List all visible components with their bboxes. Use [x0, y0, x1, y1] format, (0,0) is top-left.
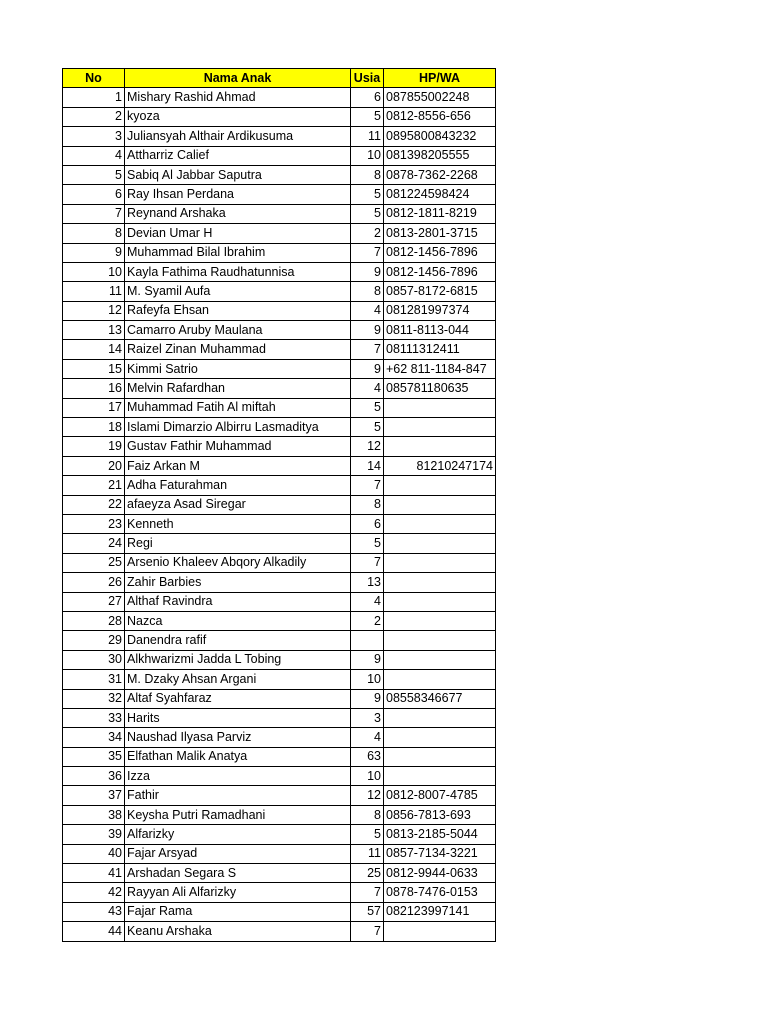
cell-phone[interactable]: 0857-7134-3221 [384, 844, 496, 863]
cell-no[interactable]: 13 [63, 321, 125, 340]
cell-phone[interactable]: 08558346677 [384, 689, 496, 708]
table-row [63, 398, 496, 417]
cell-age[interactable]: 6 [351, 88, 384, 107]
cell-no[interactable]: 5 [63, 165, 125, 184]
cell-age[interactable]: 7 [351, 476, 384, 495]
cell-name[interactable]: Melvin Rafardhan [125, 379, 351, 398]
cell-name[interactable]: Arsenio Khaleev Abqory Alkadily [125, 553, 351, 572]
cell-name[interactable]: Arshadan Segara S [125, 864, 351, 883]
cell-age[interactable]: 8 [351, 805, 384, 824]
cell-name[interactable]: Kimmi Satrio [125, 359, 351, 378]
cell-age[interactable]: 5 [351, 398, 384, 417]
cell-age[interactable]: 9 [351, 321, 384, 340]
cell-name[interactable]: Gustav Fathir Muhammad [125, 437, 351, 456]
cell-no[interactable]: 7 [63, 204, 125, 223]
cell-no[interactable]: 11 [63, 282, 125, 301]
cell-no[interactable]: 9 [63, 243, 125, 262]
cell-age[interactable]: 5 [351, 825, 384, 844]
cell-no[interactable]: 24 [63, 534, 125, 553]
cell-age[interactable]: 9 [351, 689, 384, 708]
cell-no[interactable]: 33 [63, 708, 125, 727]
table-row [63, 922, 496, 941]
table-row [63, 282, 496, 301]
cell-no[interactable]: 42 [63, 883, 125, 902]
cell-age[interactable]: 7 [351, 243, 384, 262]
cell-no[interactable]: 41 [63, 864, 125, 883]
cell-age[interactable]: 10 [351, 767, 384, 786]
cell-age[interactable]: 8 [351, 495, 384, 514]
cell-phone[interactable]: 082123997141 [384, 902, 496, 921]
cell-phone[interactable]: 0878-7362-2268 [384, 165, 496, 184]
cell-name[interactable]: Rafeyfa Ehsan [125, 301, 351, 320]
cell-no[interactable]: 2 [63, 107, 125, 126]
cell-no[interactable]: 26 [63, 573, 125, 592]
cell-no[interactable]: 22 [63, 495, 125, 514]
cell-phone[interactable] [384, 495, 496, 514]
table-row [63, 476, 496, 495]
cell-phone[interactable] [384, 747, 496, 766]
table-row [63, 165, 496, 184]
table-row [63, 379, 496, 398]
table-row [63, 495, 496, 514]
cell-no[interactable]: 21 [63, 476, 125, 495]
table-row [63, 107, 496, 126]
cell-name[interactable]: Elfathan Malik Anatya [125, 747, 351, 766]
cell-name[interactable]: Rayyan Ali Alfarizky [125, 883, 351, 902]
cell-age[interactable]: 13 [351, 573, 384, 592]
cell-age[interactable]: 25 [351, 864, 384, 883]
cell-phone[interactable] [384, 398, 496, 417]
cell-phone[interactable]: 0812-1456-7896 [384, 262, 496, 281]
cell-age[interactable]: 7 [351, 883, 384, 902]
cell-name[interactable]: M. Syamil Aufa [125, 282, 351, 301]
cell-name[interactable]: Islami Dimarzio Albirru Lasmaditya [125, 418, 351, 437]
cell-age[interactable]: 5 [351, 204, 384, 223]
table-row [63, 825, 496, 844]
cell-age[interactable]: 14 [351, 456, 384, 475]
cell-no[interactable]: 3 [63, 127, 125, 146]
cell-name[interactable]: Izza [125, 767, 351, 786]
cell-name[interactable]: Muhammad Fatih Al miftah [125, 398, 351, 417]
table-row [63, 321, 496, 340]
cell-no[interactable]: 36 [63, 767, 125, 786]
cell-age[interactable]: 10 [351, 146, 384, 165]
cell-age[interactable]: 12 [351, 786, 384, 805]
cell-name[interactable]: Fajar Arsyad [125, 844, 351, 863]
cell-name[interactable]: Mishary Rashid Ahmad [125, 88, 351, 107]
cell-age[interactable]: 63 [351, 747, 384, 766]
table-row [63, 805, 496, 824]
cell-no[interactable]: 29 [63, 631, 125, 650]
cell-no[interactable]: 32 [63, 689, 125, 708]
cell-no[interactable]: 8 [63, 224, 125, 243]
table-row [63, 631, 496, 650]
table-row [63, 88, 496, 107]
cell-age[interactable]: 8 [351, 165, 384, 184]
cell-age[interactable]: 7 [351, 922, 384, 941]
cell-age[interactable]: 4 [351, 592, 384, 611]
cell-name[interactable]: Reynand Arshaka [125, 204, 351, 223]
cell-age[interactable]: 4 [351, 301, 384, 320]
cell-no[interactable]: 34 [63, 728, 125, 747]
cell-no[interactable]: 40 [63, 844, 125, 863]
cell-age[interactable]: 9 [351, 262, 384, 281]
table-row [63, 902, 496, 921]
header-age[interactable]: Usia [351, 69, 384, 88]
table-row [63, 650, 496, 669]
cell-age[interactable]: 7 [351, 340, 384, 359]
cell-phone[interactable]: 0812-9944-0633 [384, 864, 496, 883]
cell-name[interactable]: Attharriz Calief [125, 146, 351, 165]
table-row [63, 747, 496, 766]
cell-phone[interactable] [384, 670, 496, 689]
cell-phone[interactable]: 0812-8556-656 [384, 107, 496, 126]
cell-age[interactable]: 11 [351, 844, 384, 863]
cell-name[interactable]: Raizel Zinan Muhammad [125, 340, 351, 359]
table-row [63, 185, 496, 204]
cell-age[interactable]: 12 [351, 437, 384, 456]
table-row [63, 340, 496, 359]
table-row [63, 844, 496, 863]
cell-name[interactable]: Naushad Ilyasa Parviz [125, 728, 351, 747]
cell-name[interactable]: Altaf Syahfaraz [125, 689, 351, 708]
cell-phone[interactable] [384, 553, 496, 572]
cell-name[interactable]: Keanu Arshaka [125, 922, 351, 941]
table-row [63, 437, 496, 456]
cell-phone[interactable]: 0813-2185-5044 [384, 825, 496, 844]
cell-phone[interactable]: 0812-1456-7896 [384, 243, 496, 262]
cell-no[interactable]: 37 [63, 786, 125, 805]
cell-no[interactable]: 6 [63, 185, 125, 204]
cell-age[interactable]: 57 [351, 902, 384, 921]
cell-phone[interactable] [384, 767, 496, 786]
cell-phone[interactable]: 81210247174 [384, 456, 496, 475]
cell-name[interactable]: Faiz Arkan M [125, 456, 351, 475]
cell-age[interactable]: 4 [351, 728, 384, 747]
header-name[interactable]: Nama Anak [125, 69, 351, 88]
cell-phone[interactable]: +62 811-1184-847 [384, 359, 496, 378]
table-row [63, 146, 496, 165]
cell-phone[interactable]: 0811-8113-044 [384, 321, 496, 340]
cell-name[interactable]: afaeyza Asad Siregar [125, 495, 351, 514]
table-row [63, 262, 496, 281]
cell-no[interactable]: 43 [63, 902, 125, 921]
table-row [63, 611, 496, 630]
cell-name[interactable]: Devian Umar H [125, 224, 351, 243]
cell-name[interactable]: kyoza [125, 107, 351, 126]
cell-phone[interactable]: 0857-8172-6815 [384, 282, 496, 301]
cell-no[interactable]: 19 [63, 437, 125, 456]
table-row [63, 534, 496, 553]
cell-phone[interactable]: 081398205555 [384, 146, 496, 165]
cell-phone[interactable] [384, 922, 496, 941]
cell-name[interactable]: Ray Ihsan Perdana [125, 185, 351, 204]
cell-name[interactable]: Fathir [125, 786, 351, 805]
cell-no[interactable]: 16 [63, 379, 125, 398]
cell-phone[interactable]: 081281997374 [384, 301, 496, 320]
cell-no[interactable]: 31 [63, 670, 125, 689]
cell-age[interactable]: 9 [351, 650, 384, 669]
cell-no[interactable]: 30 [63, 650, 125, 669]
cell-name[interactable]: Camarro Aruby Maulana [125, 321, 351, 340]
cell-name[interactable]: Keysha Putri Ramadhani [125, 805, 351, 824]
cell-phone[interactable] [384, 534, 496, 553]
cell-phone[interactable]: 087855002248 [384, 88, 496, 107]
cell-name[interactable]: Alfarizky [125, 825, 351, 844]
cell-age[interactable]: 10 [351, 670, 384, 689]
cell-no[interactable]: 44 [63, 922, 125, 941]
cell-phone[interactable]: 0878-7476-0153 [384, 883, 496, 902]
cell-phone[interactable]: 0856-7813-693 [384, 805, 496, 824]
cell-name[interactable]: Muhammad Bilal Ibrahim [125, 243, 351, 262]
cell-phone[interactable] [384, 728, 496, 747]
cell-no[interactable]: 12 [63, 301, 125, 320]
table-row [63, 553, 496, 572]
cell-phone[interactable]: 0812-1811-8219 [384, 204, 496, 223]
table-row [63, 728, 496, 747]
cell-phone[interactable] [384, 650, 496, 669]
cell-no[interactable]: 38 [63, 805, 125, 824]
table-row [63, 301, 496, 320]
cell-no[interactable]: 39 [63, 825, 125, 844]
table-row [63, 670, 496, 689]
cell-age[interactable]: 2 [351, 224, 384, 243]
cell-name[interactable]: Danendra rafif [125, 631, 351, 650]
table-row [63, 359, 496, 378]
cell-age[interactable]: 7 [351, 553, 384, 572]
cell-name[interactable]: Juliansyah Althair Ardikusuma [125, 127, 351, 146]
table-row [63, 708, 496, 727]
table-row [63, 127, 496, 146]
table-row [63, 456, 496, 475]
cell-no[interactable]: 25 [63, 553, 125, 572]
table-row [63, 592, 496, 611]
cell-name[interactable]: Sabiq Al Jabbar Saputra [125, 165, 351, 184]
cell-name[interactable]: Alkhwarizmi Jadda L Tobing [125, 650, 351, 669]
table-row [63, 514, 496, 533]
table-row [63, 573, 496, 592]
cell-phone[interactable] [384, 631, 496, 650]
cell-phone[interactable]: 081224598424 [384, 185, 496, 204]
table-row [63, 767, 496, 786]
cell-no[interactable]: 18 [63, 418, 125, 437]
cell-name[interactable]: Kenneth [125, 514, 351, 533]
cell-no[interactable]: 14 [63, 340, 125, 359]
cell-phone[interactable] [384, 592, 496, 611]
cell-phone[interactable]: 085781180635 [384, 379, 496, 398]
cell-phone[interactable]: 08111312411 [384, 340, 496, 359]
cell-name[interactable]: Regi [125, 534, 351, 553]
cell-name[interactable]: Adha Faturahman [125, 476, 351, 495]
cell-no[interactable]: 35 [63, 747, 125, 766]
table-row [63, 243, 496, 262]
cell-name[interactable]: Nazca [125, 611, 351, 630]
cell-name[interactable]: Harits [125, 708, 351, 727]
cell-age[interactable]: 6 [351, 514, 384, 533]
cell-phone[interactable] [384, 476, 496, 495]
header-phone[interactable]: HP/WA [384, 69, 496, 88]
cell-name[interactable]: Fajar Rama [125, 902, 351, 921]
cell-no[interactable]: 15 [63, 359, 125, 378]
table-row [63, 418, 496, 437]
cell-age[interactable]: 5 [351, 185, 384, 204]
cell-age[interactable]: 5 [351, 107, 384, 126]
cell-no[interactable]: 17 [63, 398, 125, 417]
cell-age[interactable]: 4 [351, 379, 384, 398]
cell-age[interactable]: 9 [351, 359, 384, 378]
cell-age[interactable]: 5 [351, 534, 384, 553]
cell-age[interactable]: 2 [351, 611, 384, 630]
header-no[interactable]: No [63, 69, 125, 88]
cell-no[interactable]: 1 [63, 88, 125, 107]
table-body [63, 88, 496, 941]
children-table [62, 68, 496, 942]
cell-phone[interactable]: 0813-2801-3715 [384, 224, 496, 243]
table-row [63, 864, 496, 883]
table-row [63, 689, 496, 708]
cell-phone[interactable] [384, 514, 496, 533]
cell-no[interactable]: 28 [63, 611, 125, 630]
cell-no[interactable]: 27 [63, 592, 125, 611]
cell-phone[interactable]: 0812-8007-4785 [384, 786, 496, 805]
cell-phone[interactable] [384, 418, 496, 437]
cell-name[interactable]: Althaf Ravindra [125, 592, 351, 611]
table-row [63, 786, 496, 805]
cell-phone[interactable] [384, 437, 496, 456]
cell-no[interactable]: 23 [63, 514, 125, 533]
cell-phone[interactable] [384, 573, 496, 592]
cell-phone[interactable] [384, 611, 496, 630]
cell-no[interactable]: 10 [63, 262, 125, 281]
table-row [63, 883, 496, 902]
cell-phone[interactable]: 0895800843232 [384, 127, 496, 146]
cell-no[interactable]: 20 [63, 456, 125, 475]
cell-age[interactable]: 3 [351, 708, 384, 727]
cell-name[interactable]: Kayla Fathima Raudhatunnisa [125, 262, 351, 281]
cell-no[interactable]: 4 [63, 146, 125, 165]
cell-name[interactable]: Zahir Barbies [125, 573, 351, 592]
cell-age[interactable]: 8 [351, 282, 384, 301]
cell-age[interactable]: 5 [351, 418, 384, 437]
cell-age[interactable]: 11 [351, 127, 384, 146]
cell-name[interactable]: M. Dzaky Ahsan Argani [125, 670, 351, 689]
table-row [63, 204, 496, 223]
cell-phone[interactable] [384, 708, 496, 727]
table-row [63, 224, 496, 243]
header-row [63, 69, 496, 88]
cell-age[interactable] [351, 631, 384, 650]
